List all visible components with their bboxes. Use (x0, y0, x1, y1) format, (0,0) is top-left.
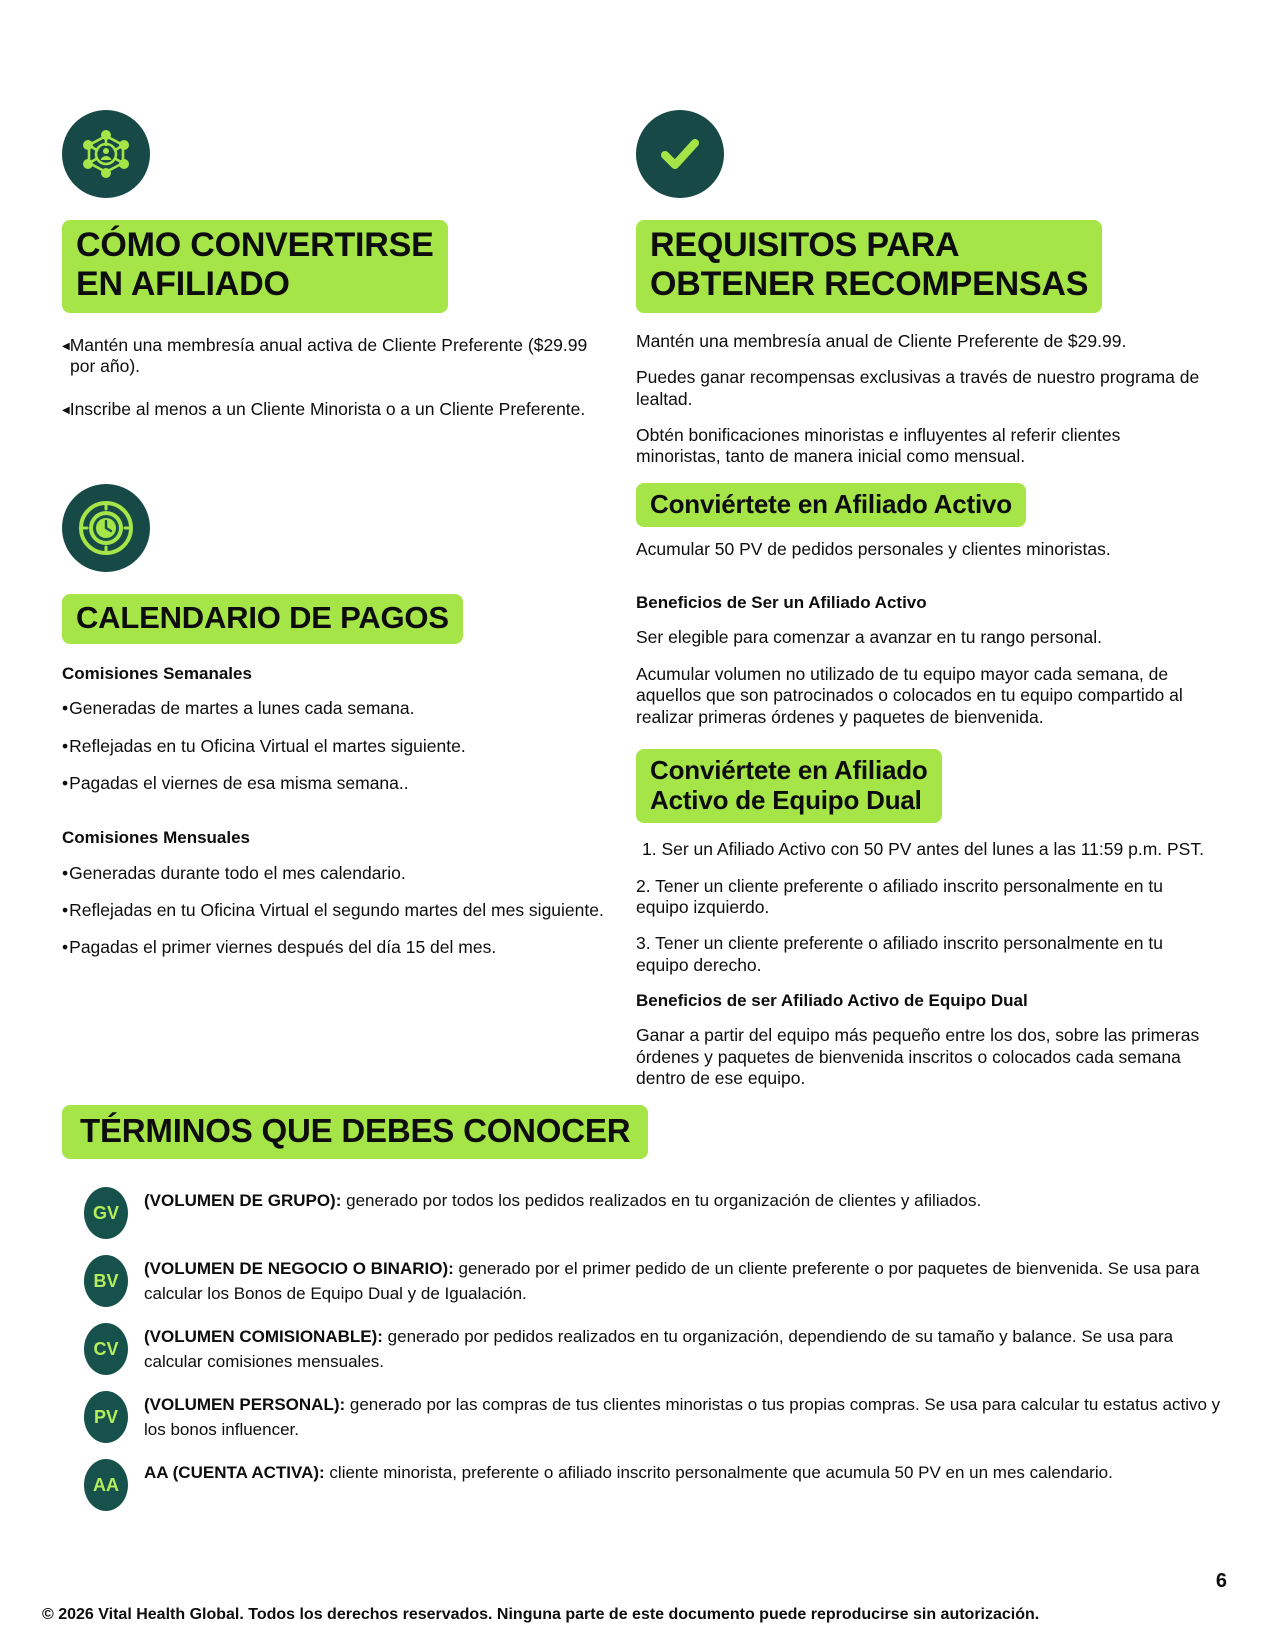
heading-active-affiliate: Conviértete en Afiliado Activo (636, 483, 1026, 527)
term-badge-cv: CV (84, 1323, 128, 1375)
monthly-commissions-label: Comisiones Mensuales (62, 828, 251, 848)
term-item (84, 1321, 1222, 1375)
heading-rewards-requirements: REQUISITOS PARA OBTENER RECOMPENSAS (636, 220, 1102, 313)
term-description (144, 1185, 981, 1214)
term-item (84, 1389, 1222, 1443)
term-title: (VOLUMEN PERSONAL): (144, 1395, 346, 1415)
term-body: generado por las compras de tus clientes minoristas o tus propias compras. Se usa para calcular tu estatus activo y los bonos influencer. (144, 1395, 1221, 1439)
heading-payment-calendar: CALENDARIO DE PAGOS (62, 594, 463, 644)
monthly-bullet: • Generadas durante todo el mes calendario. (62, 863, 592, 884)
dual-team-step: 2. Tener un cliente preferente o afiliado inscrito personalmente en tu equipo izquierdo. (636, 875, 1163, 917)
term-title: (VOLUMEN COMISIONABLE): (144, 1327, 383, 1347)
term-description (144, 1389, 1222, 1442)
term-description (144, 1253, 1222, 1306)
weekly-bullet: • Pagadas el viernes de esa misma semana.. (62, 773, 592, 794)
left-column (62, 110, 604, 975)
term-badge-aa: AA (84, 1459, 128, 1511)
term-title: (VOLUMEN DE NEGOCIO O BINARIO): (144, 1259, 454, 1279)
requirement-paragraph: Obtén bonificaciones minoristas e influyentes al referir clientes minoristas, tanto de manera inicial como mensual. (636, 424, 1121, 467)
benefits-dual-text: Ganar a partir del equipo más pequeño entre los dos, sobre las primeras órdenes y paquetes de bienvenida inscritos o colocados cada semana dentro de ese equipo. (636, 1025, 1200, 1088)
network-nodes-icon (62, 110, 150, 198)
term-badge-gv: GV (84, 1187, 128, 1239)
weekly-commissions-label: Comisiones Semanales (62, 663, 252, 683)
term-body: generado por el primer pedido de un cliente preferente o por paquetes de bienvenida. Se usa para calcular los Bonos de Equipo Dual y de Igualación. (144, 1259, 1200, 1303)
terms-section (62, 1105, 1222, 1525)
heading-dual-team-active-affiliate: Conviértete en Afiliado Activo de Equipo Dual (636, 749, 942, 823)
term-title: (VOLUMEN DE GRUPO): (144, 1191, 342, 1211)
become-affiliate-bullet: ◀ Mantén una membresía anual activa de Cliente Preferente ($29.99 por año). (62, 335, 592, 377)
weekly-bullet: • Reflejadas en tu Oficina Virtual el martes siguiente. (62, 736, 592, 757)
requirement-paragraph: Mantén una membresía anual de Cliente Preferente de $29.99. (636, 330, 1127, 351)
dual-team-step: 1. Ser un Afiliado Activo con 50 PV antes del lunes a las 11:59 p.m. PST. (642, 839, 1204, 860)
term-body: generado por pedidos realizados en tu organización, dependiendo de su tamaño y balance. Se usa para calcular comisiones mensuales. (144, 1327, 1174, 1371)
heading-become-affiliate: CÓMO CONVERTIRSE EN AFILIADO (62, 220, 448, 313)
active-affiliate-text: Acumular 50 PV de pedidos personales y clientes minoristas. (636, 538, 1111, 559)
term-description (144, 1321, 1222, 1374)
clock-icon (62, 484, 150, 572)
term-item (84, 1253, 1222, 1307)
requirement-paragraph: Puedes ganar recompensas exclusivas a través de nuestro programa de lealtad. (636, 367, 1200, 409)
terms-list (62, 1185, 1222, 1511)
term-description (144, 1457, 1113, 1486)
benefits-active-paragraph: Ser elegible para comenzar a avanzar en tu rango personal. (636, 627, 1102, 648)
right-column (636, 110, 1206, 1104)
benefits-active-paragraph: Acumular volumen no utilizado de tu equipo mayor cada semana, de aquellos que son patrocinados o colocados en tu equipo compartido al realizar primeras órdenes y paquetes de bienvenida. (636, 663, 1183, 727)
dual-team-step: 3. Tener un cliente preferente o afiliado inscrito personalmente en tu equipo derecho. (636, 933, 1163, 975)
term-body: generado por todos los pedidos realizados en tu organización de clientes y afiliados. (341, 1191, 982, 1211)
term-badge-bv: BV (84, 1255, 128, 1307)
monthly-bullet: • Pagadas el primer viernes después del día 15 del mes. (62, 937, 622, 958)
term-badge-pv: PV (84, 1391, 128, 1443)
term-body: cliente minorista, preferente o afiliado inscrito personalmente que acumula 50 PV en un mes calendario. (324, 1463, 1113, 1483)
page-number: 6 (1215, 1570, 1227, 1592)
benefits-dual-label: Beneficios de ser Afiliado Activo de Equipo Dual (636, 990, 1028, 1010)
copyright-notice: © 2026 Vital Health Global. Todos los derechos reservados. Ninguna parte de este documento puede reproducirse sin autorización. (42, 1606, 1040, 1623)
monthly-bullet: • Reflejadas en tu Oficina Virtual el segundo martes del mes siguiente. (62, 900, 622, 921)
become-affiliate-bullet: ◀ Inscribe al menos a un Cliente Minorista o a un Cliente Preferente. (62, 399, 592, 420)
term-item (84, 1457, 1222, 1511)
heading-terms: TÉRMINOS QUE DEBES CONOCER (62, 1105, 648, 1159)
term-item (84, 1185, 1222, 1239)
benefits-active-label: Beneficios de Ser un Afiliado Activo (636, 593, 927, 613)
checkmark-circle-icon (636, 110, 724, 198)
weekly-bullet: • Generadas de martes a lunes cada semana. (62, 698, 592, 719)
term-title: AA (CUENTA ACTIVA): (144, 1463, 325, 1483)
